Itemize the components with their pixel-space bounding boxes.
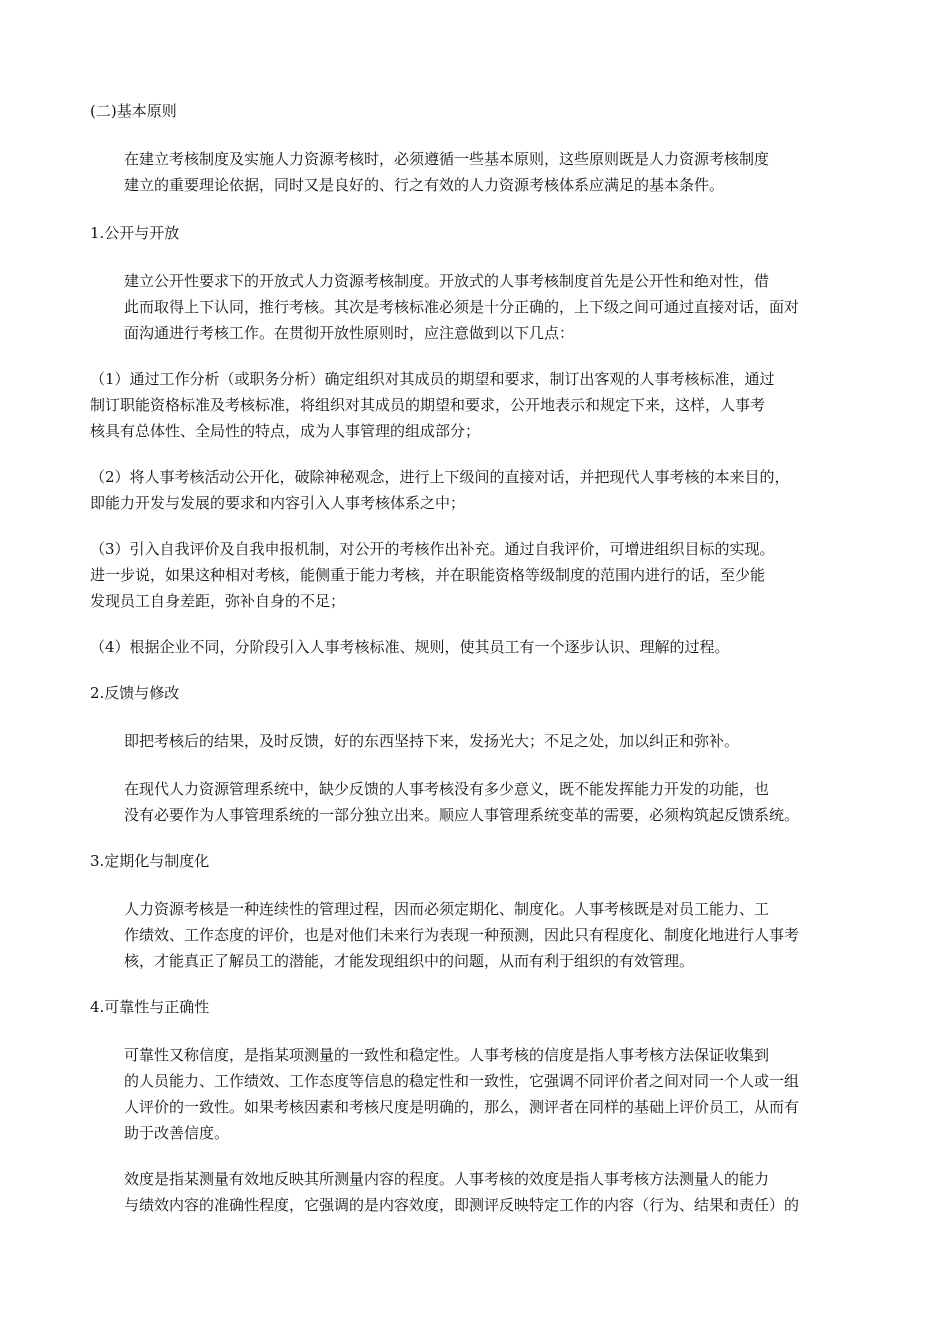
text-line: 在现代人力资源管理系统中，缺少反馈的人事考核没有多少意义，既不能发挥能力开发的功能，也 [124, 780, 770, 798]
heading-openness: 1.公开与开放 [90, 224, 180, 242]
text-line: 建立的重要理论依据，同时又是良好的、行之有效的人力资源考核体系应满足的基本条件。 [124, 176, 725, 194]
text-line: 制订职能资格标准及考核标准，将组织对其成员的期望和要求，公开地表示和规定下来，这样，人事考 [90, 396, 766, 414]
heading-reliability: 4.可靠性与正确性 [90, 998, 210, 1016]
text-line: 核，才能真正了解员工的潜能，才能发现组织中的问题，从而有利于组织的有效管理。 [124, 952, 695, 970]
text-line: 即能力开发与发展的要求和内容引入人事考核体系之中； [90, 494, 466, 512]
paragraph-validity [90, 1166, 868, 1218]
list-item-2 [90, 464, 868, 516]
list-item-3 [90, 536, 868, 614]
list-item-4 [90, 634, 868, 660]
list-item-1 [90, 366, 868, 444]
paragraph-regularization [90, 896, 868, 974]
text-line: 建立公开性要求下的开放式人力资源考核制度。开放式的人事考核制度首先是公开性和绝对性，借 [124, 272, 770, 290]
heading-feedback: 2.反馈与修改 [90, 684, 180, 702]
paragraph-feedback-a [90, 728, 868, 754]
text-line: 面沟通进行考核工作。在贯彻开放性原则时，应注意做到以下几点： [124, 324, 575, 342]
text-line: 可靠性又称信度，是指某项测量的一致性和稳定性。人事考核的信度是指人事考核方法保证收集到 [124, 1046, 770, 1064]
paragraph-feedback-b [90, 776, 868, 828]
text-line: 此而取得上下认同，推行考核。其次是考核标准必须是十分正确的，上下级之间可通过直接对话，面对 [124, 298, 800, 316]
document-page [90, 98, 868, 1218]
paragraph-reliability [90, 1042, 868, 1146]
text-line: 作绩效、工作态度的评价，也是对他们未来行为表现一种预测，因此只有程度化、制度化地进行人事考 [124, 926, 800, 944]
text-line: 助于改善信度。 [124, 1124, 230, 1142]
text-line: （2）将人事考核活动公开化，破除神秘观念，进行上下级间的直接对话，并把现代人事考核的本来目的， [90, 468, 790, 486]
text-line: 核具有总体性、全局性的特点，成为人事管理的组成部分； [90, 422, 481, 440]
text-line: 在建立考核制度及实施人力资源考核时，必须遵循一些基本原则，这些原则既是人力资源考核制度 [124, 150, 770, 168]
text-line: （3）引入自我评价及自我申报机制，对公开的考核作出补充。通过自我评价，可增进组织目标的实现。 [90, 540, 775, 558]
text-line: 人力资源考核是一种连续性的管理过程，因而必须定期化、制度化。人事考核既是对员工能力、工 [124, 900, 770, 918]
text-line: 效度是指某测量有效地反映其所测量内容的程度。人事考核的效度是指人事考核方法测量人的能力 [124, 1170, 770, 1188]
text-line: 即把考核后的结果，及时反馈，好的东西坚持下来，发扬光大；不足之处，加以纠正和弥补。 [124, 732, 740, 750]
text-line: （1）通过工作分析（或职务分析）确定组织对其成员的期望和要求，制订出客观的人事考核标准，通过 [90, 370, 775, 388]
text-line: 与绩效内容的准确性程度，它强调的是内容效度，即测评反映特定工作的内容（行为、结果和责任）的 [124, 1196, 800, 1214]
text-line: 没有必要作为人事管理系统的一部分独立出来。顺应人事管理系统变革的需要，必须构筑起反馈系统。 [124, 806, 800, 824]
text-line: （4）根据企业不同，分阶段引入人事考核标准、规则，使其员工有一个逐步认识、理解的过程。 [90, 638, 730, 656]
text-line: 人评价的一致性。如果考核因素和考核尺度是明确的，那么，测评者在同样的基础上评价员工，从而有 [124, 1098, 800, 1116]
text-line: 发现员工自身差距，弥补自身的不足； [90, 592, 346, 610]
heading-regularization: 3.定期化与制度化 [90, 852, 210, 870]
intro-paragraph [90, 146, 868, 198]
text-line: 进一步说，如果这种相对考核，能侧重于能力考核，并在职能资格等级制度的范围内进行的话，至少能 [90, 566, 766, 584]
text-line: 的人员能力、工作绩效、工作态度等信息的稳定性和一致性，它强调不同评价者之间对同一个人或一组 [124, 1072, 800, 1090]
paragraph-openness [90, 268, 868, 346]
section-title: (二)基本原则 [90, 102, 177, 120]
